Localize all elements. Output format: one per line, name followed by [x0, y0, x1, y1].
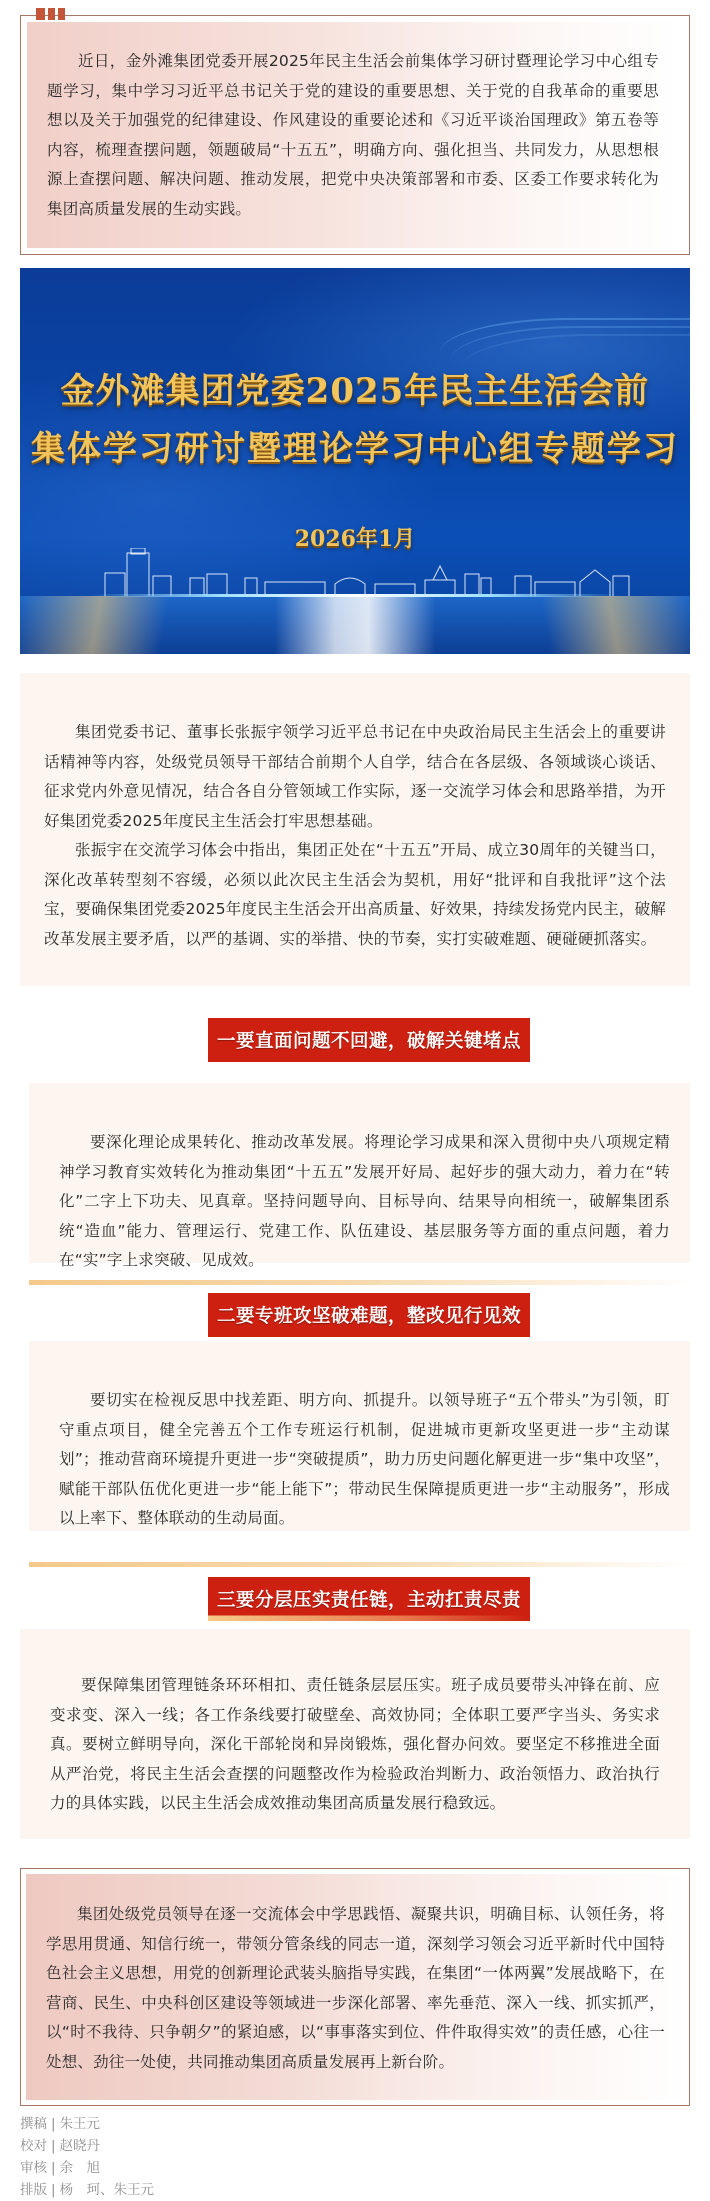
- gold-divider: [29, 1562, 690, 1567]
- section-text-2: 要切实在检视反思中找差距、明方向、抓提升。以领导班子“五个带头”为引领，盯守重点项目，健全完善五个工作专班运行机制，促进城市更新攻坚更进一步“主动谋划”；推动营商环境提升更进一步“突破提质”，助力历史问题化解更进一步“集中攻坚”，赋能干部队伍优化更进一步“能上能下”；带动民生保障提质更进一步“主动服务”，形成以上率下、整体联动的生动局面。: [59, 1391, 670, 1527]
- city-skyline-icon: [95, 548, 635, 598]
- credit-name: 朱王元: [59, 2116, 101, 2132]
- credit-role: 校对: [20, 2138, 47, 2154]
- credit-proofreader: [20, 2135, 154, 2157]
- closing-paragraph: 集团处级党员领导在逐一交流体会中学思践悟、凝聚共识，明确目标、认领任务，将学思用贯通、知信行统一，带领分管条线的同志一道，深刻学习领会习近平新时代中国特色社会主义思想，用党的创新理论武装头脑指导实践，在集团“一体两翼”发展战略下，在营商、民生、中央科创区建设等领域进一步深化部署、率先垂范、深入一线、抓实抓严，以“时不我待、只争朝夕”的紧迫感，以“事事落实到位、件件取得实效”的责任感，心往一处想、劲往一处使，共同推动集团高质量发展再上新台阶。: [46, 1905, 665, 2071]
- intro-decoration-bars: [36, 8, 65, 20]
- section-card-2: [29, 1341, 690, 1531]
- closing-inner: [26, 1874, 689, 2100]
- credit-role: 审核: [20, 2160, 47, 2176]
- section-heading-1: 一要直面问题不回避，破解关键堵点: [208, 1018, 530, 1062]
- closing-box: [20, 1868, 690, 2106]
- section-text-1: 要深化理论成果转化、推动改革发展。将理论学习成果和深入贯彻中央八项规定精神学习教育实效转化为推动集团“十五五”发展开好局、起好步的强大动力，着力在“转化”二字上下功夫、见真章。坚持问题导向、目标导向、结果导向相统一，破解集团系统“造血”能力、管理运行、党建工作、队伍建设、基层服务等方面的重点问题，着力在“实”字上求突破、见成效。: [59, 1133, 670, 1269]
- credit-separator: |: [51, 2160, 56, 2176]
- deco-bar: [36, 8, 45, 20]
- section-heading-2: 二要专班攻坚破难题，整改见行见效: [208, 1293, 530, 1337]
- section-card-3: [20, 1629, 690, 1839]
- summary-paragraph-1: 集团党委书记、董事长张振宇领学习近平总书记在中央政治局民主生活会上的重要讲话精神等内容，处级党员领导干部结合前期个人自学，结合在各层级、各领域谈心谈话、征求党内外意见情况，结合各自分管领域工作实际，逐一交流学习体会和思路举措，为开好集团党委2025年度民主生活会打牢思想基础。: [44, 723, 666, 830]
- credit-layout: [20, 2179, 154, 2201]
- credit-separator: |: [51, 2116, 56, 2132]
- deco-bar: [48, 8, 55, 20]
- banner-date: 2026年1月: [294, 526, 416, 552]
- banner-title-line1: 金外滩集团党委2025年民主生活会前: [60, 371, 650, 411]
- intro-box: [20, 15, 690, 255]
- credit-name: 赵晓丹: [59, 2138, 101, 2154]
- gold-divider: [29, 1280, 690, 1285]
- intro-paragraph: 近日，金外滩集团党委开展2025年民主生活会前集体学习研讨暨理论学习中心组专题学习，集中学习习近平总书记关于党的建设的重要思想、关于党的自我革命的重要思想以及关于加强党的纪律建设、作风建设的重要论述和《习近平谈治国理政》第五卷等内容，梳理查摆问题，领题破局“十五五”，明确方向、强化担当、共同发力，从思想根源上查摆问题、解决问题、推动发展，把党中央决策部署和市委、区委工作要求转化为集团高质量发展的生动实践。: [47, 52, 659, 218]
- credit-writer: [20, 2113, 154, 2135]
- light-trail-road: [20, 596, 690, 654]
- credit-name: 余 旭: [59, 2160, 101, 2176]
- credit-name: 杨 珂、朱王元: [59, 2182, 155, 2198]
- credit-role: 撰稿: [20, 2116, 47, 2132]
- summary-paragraph-2: 张振宇在交流学习体会中指出，集团正处在“十五五”开局、成立30周年的关键当口，深化改革转型刻不容缓，必须以此次民主生活会为契机，用好“批评和自我批评”这个法宝，要确保集团党委2025年度民主生活会开出高质量、好效果，持续发扬党内民主，破解改革发展主要矛盾，以严的基调、实的举措、快的节奏，实打实破难题、硬碰硬抓落实。: [44, 841, 666, 948]
- credits: [20, 2113, 154, 2201]
- section-card-1: [29, 1083, 690, 1269]
- section-heading-3: 三要分层压实责任链，主动扛责尽责: [208, 1577, 530, 1621]
- summary-card: [20, 673, 690, 986]
- horizon-glow: [90, 594, 620, 597]
- credit-separator: |: [51, 2182, 56, 2198]
- deco-bar: [58, 8, 65, 20]
- event-banner-image: [20, 268, 690, 654]
- credit-role: 排版: [20, 2182, 47, 2198]
- intro-inner: [27, 22, 683, 248]
- section-text-3: 要保障集团管理链条环环相扣、责任链条层层压实。班子成员要带头冲锋在前、应变求变、深入一线；各工作条线要打破壁垒、高效协同；全体职工要严字当头、务实求真。要树立鲜明导向，深化干部轮岗和异岗锻炼，强化督办问效。要坚定不移推进全面从严治党，将民主生活会查摆的问题整改作为检验政治判断力、政治领悟力、政治执行力的具体实践，以民主生活会成效推动集团高质量发展行稳致远。: [50, 1676, 660, 1812]
- credit-reviewer: [20, 2157, 154, 2179]
- credit-separator: |: [51, 2138, 56, 2154]
- banner-title-line2: 集体学习研讨暨理论学习中心组专题学习: [31, 429, 679, 469]
